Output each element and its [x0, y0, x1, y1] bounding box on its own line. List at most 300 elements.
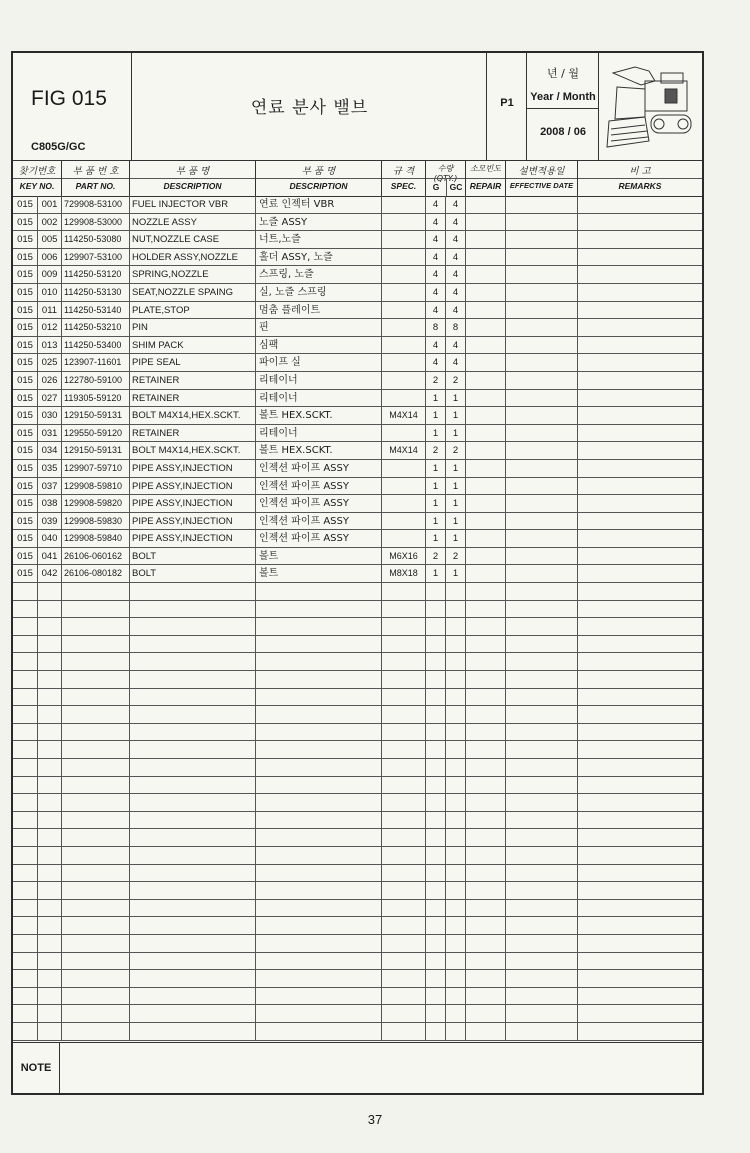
cell-eff [506, 900, 578, 917]
cell-g [426, 741, 446, 758]
cell-kdesc [256, 829, 382, 846]
cell-g [426, 953, 446, 970]
cell-desc: HOLDER ASSY,NOZZLE [130, 249, 256, 266]
cell-eff [506, 478, 578, 495]
cell-g: 8 [426, 319, 446, 336]
cell-gc [446, 636, 466, 653]
cell-kdesc: 파이프 실 [256, 354, 382, 371]
cell-gc: 4 [446, 284, 466, 301]
cell-gc: 1 [446, 478, 466, 495]
cell-desc [130, 1023, 256, 1040]
cell-gc [446, 724, 466, 741]
cell-desc: SPRING,NOZZLE [130, 266, 256, 283]
cell-fig: 015 [13, 319, 38, 336]
col-kdesc-en: DESCRIPTION [289, 181, 348, 191]
cell-fig [13, 865, 38, 882]
cell-part: 26106-060162 [62, 548, 130, 565]
cell-rep [466, 530, 506, 547]
cell-eff [506, 794, 578, 811]
note-area [13, 1042, 702, 1093]
cell-spec [382, 302, 426, 319]
cell-kdesc: 리테이너 [256, 372, 382, 389]
cell-rep [466, 495, 506, 512]
table-row [13, 354, 702, 372]
cell-rem [578, 460, 702, 477]
cell-gc: 1 [446, 495, 466, 512]
cell-gc [446, 882, 466, 899]
cell-fig: 015 [13, 249, 38, 266]
cell-eff [506, 425, 578, 442]
cell-g [426, 865, 446, 882]
cell-rem [578, 354, 702, 371]
cell-key [38, 706, 62, 723]
col-repair [466, 160, 506, 196]
cell-g [426, 724, 446, 741]
cell-key: 041 [38, 548, 62, 565]
col-effective-en: EFFECTIVE DATE [509, 181, 574, 190]
col-desc-en: DESCRIPTION [163, 181, 222, 191]
blank-row [13, 636, 702, 654]
cell-kdesc: 볼트 [256, 565, 382, 582]
blank-row [13, 882, 702, 900]
cell-key: 037 [38, 478, 62, 495]
cell-key: 005 [38, 231, 62, 248]
cell-key: 011 [38, 302, 62, 319]
cell-rep [466, 724, 506, 741]
cell-fig [13, 1023, 38, 1040]
cell-gc [446, 1023, 466, 1040]
cell-desc: SEAT,NOZZLE SPAING [130, 284, 256, 301]
cell-key: 026 [38, 372, 62, 389]
cell-rep [466, 794, 506, 811]
cell-eff [506, 671, 578, 688]
cell-gc: 4 [446, 214, 466, 231]
cell-part [62, 865, 130, 882]
cell-fig: 015 [13, 284, 38, 301]
cell-eff [506, 636, 578, 653]
cell-gc [446, 917, 466, 934]
cell-eff [506, 214, 578, 231]
cell-gc: 1 [446, 513, 466, 530]
cell-fig [13, 935, 38, 952]
cell-spec [382, 530, 426, 547]
cell-part [62, 882, 130, 899]
cell-kdesc [256, 636, 382, 653]
cell-rep [466, 302, 506, 319]
cell-gc [446, 618, 466, 635]
cell-rem [578, 390, 702, 407]
cell-desc: FUEL INJECTOR VBR [130, 196, 256, 213]
cell-spec [382, 460, 426, 477]
sheet-title: 연료 분사 밸브 [250, 98, 369, 118]
cell-g: 4 [426, 231, 446, 248]
table-row [13, 249, 702, 267]
cell-desc [130, 865, 256, 882]
cell-fig: 015 [13, 354, 38, 371]
cell-key: 012 [38, 319, 62, 336]
cell-spec [382, 653, 426, 670]
cell-rep [466, 636, 506, 653]
cell-part: 129907-53100 [62, 249, 130, 266]
cell-spec: M4X14 [382, 442, 426, 459]
cell-desc: BOLT M4X14,HEX.SCKT. [130, 442, 256, 459]
cell-rem [578, 689, 702, 706]
cell-desc: PIPE ASSY,INJECTION [130, 530, 256, 547]
cell-fig: 015 [13, 196, 38, 213]
cell-fig: 015 [13, 565, 38, 582]
cell-fig [13, 829, 38, 846]
cell-desc [130, 653, 256, 670]
cell-rep [466, 372, 506, 389]
table-row [13, 513, 702, 531]
cell-part: 122780-59100 [62, 372, 130, 389]
cell-spec [382, 214, 426, 231]
cell-part [62, 794, 130, 811]
cell-gc: 4 [446, 266, 466, 283]
cell-gc: 1 [446, 565, 466, 582]
cell-gc: 2 [446, 442, 466, 459]
cell-desc: NOZZLE ASSY [130, 214, 256, 231]
cell-gc [446, 953, 466, 970]
cell-g: 4 [426, 302, 446, 319]
cell-g [426, 847, 446, 864]
cell-kdesc [256, 706, 382, 723]
cell-gc: 4 [446, 302, 466, 319]
cell-spec [382, 988, 426, 1005]
cell-spec [382, 636, 426, 653]
cell-fig: 015 [13, 530, 38, 547]
cell-part [62, 812, 130, 829]
cell-eff [506, 953, 578, 970]
cell-spec [382, 900, 426, 917]
cell-g [426, 988, 446, 1005]
cell-desc [130, 724, 256, 741]
cell-rem [578, 530, 702, 547]
cell-part [62, 724, 130, 741]
cell-rep [466, 812, 506, 829]
cell-part [62, 671, 130, 688]
cell-gc [446, 741, 466, 758]
blank-row [13, 988, 702, 1006]
cell-g: 1 [426, 513, 446, 530]
cell-rem [578, 882, 702, 899]
title-cell [132, 53, 487, 160]
cell-eff [506, 935, 578, 952]
table-row [13, 530, 702, 548]
cell-desc [130, 812, 256, 829]
cell-rem [578, 583, 702, 600]
col-remarks-kr: 비 고 [629, 166, 651, 177]
cell-kdesc [256, 865, 382, 882]
table-row [13, 196, 702, 214]
cell-fig: 015 [13, 266, 38, 283]
cell-kdesc [256, 847, 382, 864]
cell-gc [446, 671, 466, 688]
cell-kdesc [256, 1005, 382, 1022]
cell-part [62, 829, 130, 846]
cell-eff [506, 530, 578, 547]
cell-g [426, 618, 446, 635]
cell-g [426, 601, 446, 618]
cell-kdesc: 인젝션 파이프 ASSY [256, 513, 382, 530]
cell-gc [446, 935, 466, 952]
cell-key: 010 [38, 284, 62, 301]
cell-spec [382, 231, 426, 248]
cell-spec [382, 478, 426, 495]
page-cell [487, 53, 527, 160]
cell-desc: BOLT [130, 565, 256, 582]
cell-fig [13, 794, 38, 811]
cell-g: 1 [426, 530, 446, 547]
blank-row [13, 618, 702, 636]
cell-part [62, 935, 130, 952]
cell-fig [13, 618, 38, 635]
cell-kdesc [256, 900, 382, 917]
cell-g: 4 [426, 266, 446, 283]
cell-kdesc [256, 777, 382, 794]
cell-fig [13, 671, 38, 688]
cell-rep [466, 390, 506, 407]
cell-eff [506, 970, 578, 987]
cell-desc: RETAINER [130, 372, 256, 389]
cell-eff [506, 601, 578, 618]
cell-fig [13, 953, 38, 970]
blank-row [13, 847, 702, 865]
col-spec-kr: 규 격 [392, 166, 415, 177]
cell-g [426, 759, 446, 776]
cell-spec [382, 425, 426, 442]
cell-fig [13, 900, 38, 917]
cell-eff [506, 319, 578, 336]
cell-desc [130, 636, 256, 653]
cell-rep [466, 917, 506, 934]
cell-spec [382, 882, 426, 899]
cell-part [62, 636, 130, 653]
cell-kdesc [256, 601, 382, 618]
cell-gc: 8 [446, 319, 466, 336]
cell-kdesc [256, 988, 382, 1005]
table-row [13, 460, 702, 478]
cell-rep [466, 1005, 506, 1022]
cell-eff [506, 231, 578, 248]
cell-kdesc: 인젝션 파이프 ASSY [256, 478, 382, 495]
blank-row [13, 689, 702, 707]
date-label-en: Year / Month [530, 91, 596, 103]
cell-rem [578, 829, 702, 846]
cell-rem [578, 917, 702, 934]
cell-spec [382, 777, 426, 794]
col-qty-kr: 수량(QTY.) [433, 164, 458, 183]
cell-key [38, 917, 62, 934]
cell-fig: 015 [13, 478, 38, 495]
cell-part: 114250-53130 [62, 284, 130, 301]
cell-desc: NUT,NOZZLE CASE [130, 231, 256, 248]
col-qty [426, 160, 466, 196]
cell-rem [578, 249, 702, 266]
cell-rem [578, 548, 702, 565]
col-part-en: PART NO. [75, 181, 116, 191]
cell-gc: 4 [446, 249, 466, 266]
col-desc-kr: 부 품 명 [175, 166, 210, 177]
cell-rem [578, 407, 702, 424]
cell-gc [446, 653, 466, 670]
cell-spec [382, 1005, 426, 1022]
cell-kdesc [256, 759, 382, 776]
cell-rep [466, 548, 506, 565]
col-qty-g: G [426, 178, 447, 196]
cell-key [38, 935, 62, 952]
cell-desc [130, 777, 256, 794]
cell-kdesc [256, 1023, 382, 1040]
cell-rep [466, 601, 506, 618]
cell-rep [466, 935, 506, 952]
cell-g [426, 706, 446, 723]
cell-kdesc [256, 812, 382, 829]
cell-part [62, 583, 130, 600]
cell-kdesc: 노즐 ASSY [256, 214, 382, 231]
cell-g [426, 1023, 446, 1040]
cell-rep [466, 460, 506, 477]
cell-desc [130, 847, 256, 864]
cell-eff [506, 390, 578, 407]
cell-spec [382, 935, 426, 952]
cell-desc [130, 900, 256, 917]
table-row [13, 337, 702, 355]
cell-g [426, 689, 446, 706]
cell-rep [466, 231, 506, 248]
cell-part: 129150-59131 [62, 442, 130, 459]
cell-kdesc: 인젝션 파이프 ASSY [256, 460, 382, 477]
table-row [13, 266, 702, 284]
cell-desc [130, 935, 256, 952]
cell-key [38, 653, 62, 670]
cell-rem [578, 1023, 702, 1040]
date-value: 2008 / 06 [540, 126, 586, 138]
table-row [13, 548, 702, 566]
model-code: C805G/GC [31, 141, 86, 153]
cell-part [62, 917, 130, 934]
cell-kdesc: 볼트 HEX.SCKT. [256, 407, 382, 424]
cell-rem [578, 425, 702, 442]
blank-row [13, 759, 702, 777]
cell-part: 729908-53100 [62, 196, 130, 213]
blank-row [13, 741, 702, 759]
cell-rem [578, 741, 702, 758]
cell-spec [382, 372, 426, 389]
cell-g: 4 [426, 337, 446, 354]
cell-desc [130, 706, 256, 723]
cell-part: 129907-59710 [62, 460, 130, 477]
cell-gc: 1 [446, 530, 466, 547]
cell-g: 2 [426, 548, 446, 565]
cell-fig: 015 [13, 302, 38, 319]
cell-kdesc: 너트,노즐 [256, 231, 382, 248]
cell-g: 1 [426, 407, 446, 424]
cell-gc [446, 829, 466, 846]
combine-harvester-icon [605, 59, 697, 154]
cell-eff [506, 249, 578, 266]
cell-rep [466, 513, 506, 530]
cell-spec [382, 794, 426, 811]
cell-desc: PIPE ASSY,INJECTION [130, 495, 256, 512]
cell-rem [578, 1005, 702, 1022]
table-row [13, 425, 702, 443]
cell-spec [382, 513, 426, 530]
cell-rep [466, 689, 506, 706]
cell-rem [578, 935, 702, 952]
cell-key [38, 794, 62, 811]
cell-g: 4 [426, 354, 446, 371]
cell-gc: 2 [446, 372, 466, 389]
cell-part [62, 988, 130, 1005]
cell-rep [466, 1023, 506, 1040]
cell-fig: 015 [13, 495, 38, 512]
cell-key: 034 [38, 442, 62, 459]
cell-fig: 015 [13, 407, 38, 424]
cell-key [38, 636, 62, 653]
cell-part: 129908-59840 [62, 530, 130, 547]
cell-gc [446, 601, 466, 618]
cell-fig: 015 [13, 337, 38, 354]
cell-eff [506, 407, 578, 424]
blank-row [13, 953, 702, 971]
cell-key: 035 [38, 460, 62, 477]
cell-spec [382, 812, 426, 829]
cell-kdesc: 심팩 [256, 337, 382, 354]
date-divider [527, 108, 599, 109]
cell-fig: 015 [13, 548, 38, 565]
cell-kdesc: 리테이너 [256, 425, 382, 442]
cell-part: 123907-11601 [62, 354, 130, 371]
cell-kdesc [256, 917, 382, 934]
cell-eff [506, 917, 578, 934]
cell-rep [466, 196, 506, 213]
col-remarks-en: REMARKS [618, 181, 662, 191]
cell-spec [382, 196, 426, 213]
table-row [13, 284, 702, 302]
cell-part: 114250-53080 [62, 231, 130, 248]
cell-rep [466, 583, 506, 600]
cell-key: 009 [38, 266, 62, 283]
cell-key [38, 812, 62, 829]
cell-kdesc [256, 970, 382, 987]
cell-desc [130, 618, 256, 635]
cell-gc [446, 900, 466, 917]
cell-kdesc [256, 741, 382, 758]
cell-rep [466, 319, 506, 336]
cell-rem [578, 565, 702, 582]
cell-gc: 1 [446, 425, 466, 442]
blank-row [13, 601, 702, 619]
cell-rem [578, 970, 702, 987]
cell-kdesc: 볼트 [256, 548, 382, 565]
cell-fig [13, 759, 38, 776]
cell-rep [466, 425, 506, 442]
cell-eff [506, 196, 578, 213]
cell-rem [578, 196, 702, 213]
cell-eff [506, 583, 578, 600]
cell-kdesc [256, 653, 382, 670]
cell-gc [446, 988, 466, 1005]
col-effective [506, 160, 578, 196]
cell-desc [130, 601, 256, 618]
cell-part [62, 900, 130, 917]
cell-eff [506, 812, 578, 829]
cell-part [62, 1023, 130, 1040]
cell-rep [466, 741, 506, 758]
cell-key [38, 970, 62, 987]
cell-kdesc [256, 583, 382, 600]
